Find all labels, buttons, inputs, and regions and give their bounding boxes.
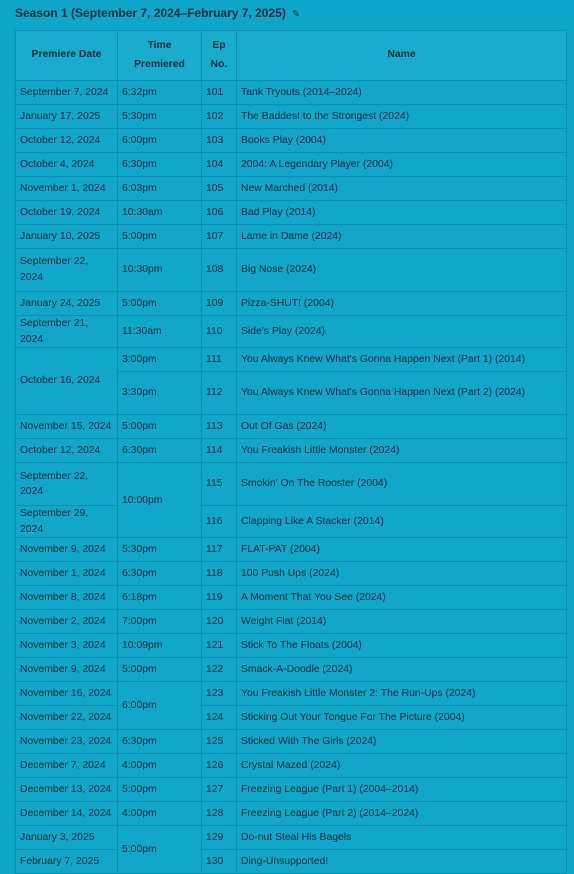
time-cell: 5:00pm [118, 415, 202, 439]
table-row [16, 225, 567, 249]
table-row [16, 802, 567, 826]
episode-number-cell: 112 [202, 372, 237, 415]
premiere-date-cell: November 1, 2024 [16, 562, 118, 586]
episode-number-cell: 125 [202, 730, 237, 754]
table-row [16, 706, 567, 730]
season-title: Season 1 (September 7, 2024–February 7, 2025) [15, 6, 286, 20]
episode-number-cell: 111 [202, 348, 237, 372]
premiere-date-cell: November 23, 2024 [16, 730, 118, 754]
time-cell: 5:30pm [118, 105, 202, 129]
table-row [16, 348, 567, 372]
table-row [16, 439, 567, 463]
premiere-date-cell: September 29, 2024 [16, 506, 118, 538]
time-cell: 5:00pm [118, 292, 202, 316]
episode-number-cell: 114 [202, 439, 237, 463]
premiere-date-cell: October 4, 2024 [16, 153, 118, 177]
time-cell: 5:00pm [118, 778, 202, 802]
episode-name-cell: Lame in Dame (2024) [237, 225, 567, 249]
episode-name-cell: Side's Play (2024) [237, 316, 567, 348]
table-row [16, 415, 567, 439]
table-row [16, 826, 567, 850]
premiere-date-cell: November 22, 2024 [16, 706, 118, 730]
table-row [16, 682, 567, 706]
table-row [16, 538, 567, 562]
episode-number-cell: 119 [202, 586, 237, 610]
episode-number-cell: 116 [202, 506, 237, 538]
episode-number-cell: 124 [202, 706, 237, 730]
table-header-row [16, 31, 567, 81]
episode-name-cell: Books Play (2004) [237, 129, 567, 153]
episode-name-cell: You Freakish Little Monster (2024) [237, 439, 567, 463]
premiere-date-cell: September 22, 2024 [16, 463, 118, 506]
episode-number-cell: 110 [202, 316, 237, 348]
episode-number-cell: 118 [202, 562, 237, 586]
episode-name-cell: Pizza-SHUT! (2004) [237, 292, 567, 316]
premiere-date-cell: December 14, 2024 [16, 802, 118, 826]
time-cell: 6:00pm [118, 129, 202, 153]
episode-number-cell: 108 [202, 249, 237, 292]
episode-number-cell: 130 [202, 850, 237, 874]
header-ep-no: Ep No. [202, 31, 237, 81]
episode-name-cell: Crystal Mazed (2024) [237, 754, 567, 778]
episode-number-cell: 120 [202, 610, 237, 634]
premiere-date-cell: September 22, 2024 [16, 249, 118, 292]
table-row [16, 81, 567, 105]
episode-name-cell: You Always Knew What's Gonna Happen Next (Part 1) (2014) [237, 348, 567, 372]
time-cell: 10:09pm [118, 634, 202, 658]
header-premiere-date: Premiere Date [16, 31, 118, 81]
episode-name-cell: Smack-A-Doodle (2024) [237, 658, 567, 682]
pencil-icon[interactable]: ✎ [291, 9, 301, 20]
premiere-date-cell: January 3, 2025 [16, 826, 118, 850]
time-cell: 5:00pm [118, 826, 202, 874]
episode-name-cell: 100 Push Ups (2024) [237, 562, 567, 586]
premiere-date-cell: October 16, 2024 [16, 348, 118, 415]
episode-name-cell: 2004: A Legendary Player (2004) [237, 153, 567, 177]
episode-number-cell: 115 [202, 463, 237, 506]
time-cell: 10:30pm [118, 249, 202, 292]
episode-name-cell: Ding-Unsupported! [237, 850, 567, 874]
premiere-date-cell: September 7, 2024 [16, 81, 118, 105]
episode-number-cell: 121 [202, 634, 237, 658]
table-row [16, 658, 567, 682]
episode-number-cell: 109 [202, 292, 237, 316]
premiere-date-cell: November 16, 2024 [16, 682, 118, 706]
episode-name-cell: Do-nut Steal His Bagels [237, 826, 567, 850]
time-cell: 6:30pm [118, 562, 202, 586]
table-row [16, 586, 567, 610]
premiere-date-cell: October 19, 2024 [16, 201, 118, 225]
premiere-date-cell: January 24, 2025 [16, 292, 118, 316]
time-cell: 5:00pm [118, 225, 202, 249]
premiere-date-cell: October 12, 2024 [16, 129, 118, 153]
episode-name-cell: You Always Knew What's Gonna Happen Next (Part 2) (2024) [237, 372, 567, 415]
time-cell: 6:32pm [118, 81, 202, 105]
table-row [16, 153, 567, 177]
episode-name-cell: Bad Play (2014) [237, 201, 567, 225]
table-row [16, 850, 567, 874]
episode-name-cell: Sticked With The Girls (2024) [237, 730, 567, 754]
time-cell: 7:00pm [118, 610, 202, 634]
premiere-date-cell: November 15, 2024 [16, 415, 118, 439]
episode-number-cell: 113 [202, 415, 237, 439]
premiere-date-cell: November 3, 2024 [16, 634, 118, 658]
time-cell: 5:00pm [118, 658, 202, 682]
premiere-date-cell: November 9, 2024 [16, 538, 118, 562]
table-row [16, 201, 567, 225]
episode-name-cell: Sticking Out Your Tongue For The Picture (2004) [237, 706, 567, 730]
season-heading [15, 6, 300, 20]
episode-number-cell: 129 [202, 826, 237, 850]
time-cell: 6:30pm [118, 439, 202, 463]
time-cell: 4:00pm [118, 754, 202, 778]
table-row [16, 316, 567, 348]
episode-number-cell: 101 [202, 81, 237, 105]
time-cell: 3:30pm [118, 372, 202, 415]
episode-number-cell: 123 [202, 682, 237, 706]
episode-number-cell: 126 [202, 754, 237, 778]
premiere-date-cell: November 8, 2024 [16, 586, 118, 610]
time-cell: 10:00pm [118, 463, 202, 538]
episode-number-cell: 117 [202, 538, 237, 562]
premiere-date-cell: November 1, 2024 [16, 177, 118, 201]
episode-name-cell: Tank Tryouts (2014–2024) [237, 81, 567, 105]
table-row [16, 506, 567, 538]
table-row [16, 105, 567, 129]
premiere-date-cell: February 7, 2025 [16, 850, 118, 874]
time-cell: 6:00pm [118, 682, 202, 730]
time-cell: 6:30pm [118, 153, 202, 177]
episodes-table [15, 30, 567, 874]
premiere-date-cell: December 7, 2024 [16, 754, 118, 778]
episode-name-cell: Freezing League (Part 2) (2014–2024) [237, 802, 567, 826]
episode-name-cell: Smokin' On The Rooster (2004) [237, 463, 567, 506]
episode-number-cell: 103 [202, 129, 237, 153]
table-row [16, 610, 567, 634]
premiere-date-cell: December 13, 2024 [16, 778, 118, 802]
episode-number-cell: 122 [202, 658, 237, 682]
premiere-date-cell: January 17, 2025 [16, 105, 118, 129]
episode-name-cell: Freezing League (Part 1) (2004–2014) [237, 778, 567, 802]
episode-number-cell: 128 [202, 802, 237, 826]
episode-number-cell: 104 [202, 153, 237, 177]
episode-name-cell: FLAT-PAT (2004) [237, 538, 567, 562]
table-row [16, 249, 567, 292]
episode-name-cell: Stick To The Floats (2004) [237, 634, 567, 658]
table-row [16, 634, 567, 658]
episode-name-cell: The Baddest to the Strongest (2024) [237, 105, 567, 129]
episode-number-cell: 106 [202, 201, 237, 225]
header-time-premiered: Time Premiered [118, 31, 202, 81]
episode-name-cell: A Moment That You See (2024) [237, 586, 567, 610]
time-cell: 6:03pm [118, 177, 202, 201]
table-row [16, 177, 567, 201]
premiere-date-cell: October 12, 2024 [16, 439, 118, 463]
table-row [16, 730, 567, 754]
time-cell: 11:30am [118, 316, 202, 348]
episode-name-cell: Clapping Like A Stacker (2014) [237, 506, 567, 538]
premiere-date-cell: January 10, 2025 [16, 225, 118, 249]
episode-name-cell: Weight Flat (2014) [237, 610, 567, 634]
table-row [16, 754, 567, 778]
table-row [16, 463, 567, 506]
episode-number-cell: 107 [202, 225, 237, 249]
premiere-date-cell: September 21, 2024 [16, 316, 118, 348]
header-name: Name [237, 31, 567, 81]
time-cell: 10:30am [118, 201, 202, 225]
table-row [16, 562, 567, 586]
table-row [16, 292, 567, 316]
time-cell: 4:00pm [118, 802, 202, 826]
time-cell: 6:18pm [118, 586, 202, 610]
episode-name-cell: Big Nose (2024) [237, 249, 567, 292]
table-row [16, 778, 567, 802]
premiere-date-cell: November 9, 2024 [16, 658, 118, 682]
premiere-date-cell: November 2, 2024 [16, 610, 118, 634]
episode-number-cell: 105 [202, 177, 237, 201]
episode-number-cell: 102 [202, 105, 237, 129]
time-cell: 6:30pm [118, 730, 202, 754]
episode-name-cell: You Freakish Little Monster 2: The Run-Ups (2024) [237, 682, 567, 706]
table-row [16, 129, 567, 153]
episode-number-cell: 127 [202, 778, 237, 802]
episode-name-cell: New Marched (2014) [237, 177, 567, 201]
time-cell: 5:30pm [118, 538, 202, 562]
episode-name-cell: Out Of Gas (2024) [237, 415, 567, 439]
time-cell: 3:00pm [118, 348, 202, 372]
